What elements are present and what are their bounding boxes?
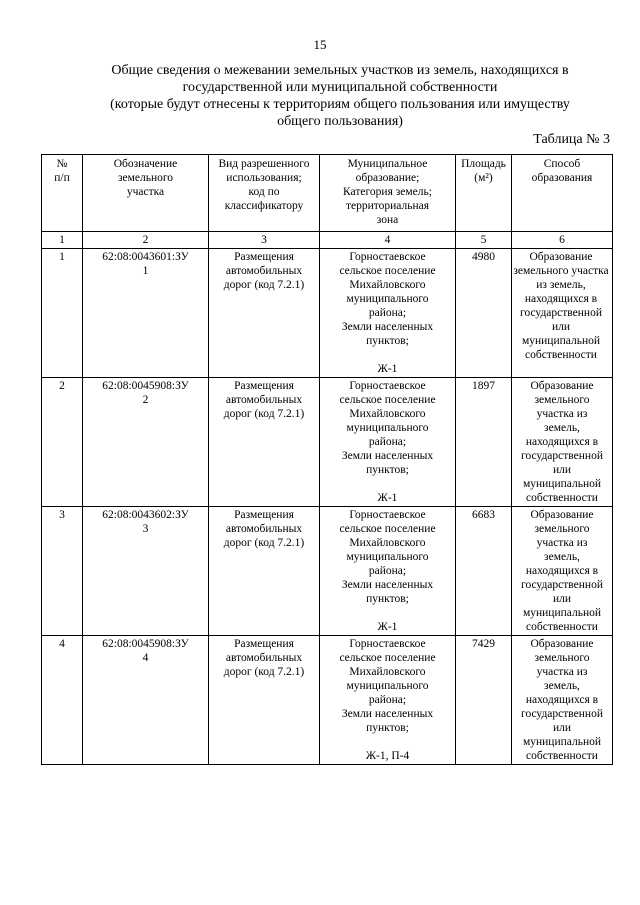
header-text: Муниципальное xyxy=(347,158,428,170)
method-text: Образование xyxy=(529,251,593,263)
plot-designation xyxy=(83,378,209,507)
method-text: собственности xyxy=(525,349,597,361)
method-text: участка из xyxy=(536,537,588,549)
method-text: Образование xyxy=(530,638,594,650)
use-text: автомобильных xyxy=(225,523,303,535)
formation-method xyxy=(512,507,613,636)
method-text: или xyxy=(552,593,572,605)
method-text: муниципальной xyxy=(522,736,602,748)
table-body xyxy=(42,249,613,765)
column-number: 4 xyxy=(320,232,456,249)
header-text: земельного xyxy=(117,172,174,184)
municipality-text: Михайловского xyxy=(349,408,426,420)
use-text: Размещения xyxy=(234,638,294,650)
use-text: дорог (код 7.2.1) xyxy=(223,408,305,420)
municipality-text: сельское поселение xyxy=(339,523,436,535)
municipality-cell xyxy=(320,636,456,765)
use-text: дорог (код 7.2.1) xyxy=(223,537,305,549)
municipality-text: пунктов; xyxy=(366,464,409,476)
method-text: находящихся в xyxy=(525,694,599,706)
municipality-text: Михайловского xyxy=(349,666,426,678)
method-text: участка из xyxy=(536,408,588,420)
use-text: дорог (код 7.2.1) xyxy=(223,279,305,291)
row-number: 2 xyxy=(42,378,83,507)
plot-designation xyxy=(83,507,209,636)
column-number-row xyxy=(42,232,613,249)
municipality-text: муниципального xyxy=(346,680,429,692)
method-text: муниципальной xyxy=(522,607,602,619)
municipality-text: района; xyxy=(368,565,407,577)
plot-area: 1897 xyxy=(456,378,512,507)
use-text: Размещения xyxy=(234,509,294,521)
designation-text: 2 xyxy=(142,394,149,406)
municipality-text: сельское поселение xyxy=(339,394,436,406)
heading-line: Общие сведения о межевании земельных участков из земель, находящихся в xyxy=(111,63,569,78)
heading-line: (которые будут отнесены к территориям общего пользования или имуществу xyxy=(110,97,570,112)
municipality-text: пунктов; xyxy=(366,335,409,347)
header-text: территориальная xyxy=(345,200,430,212)
permitted-use xyxy=(209,249,320,378)
territorial-zone: Ж-1, П-4 xyxy=(365,750,410,762)
designation-text: 62:08:0043602:ЗУ xyxy=(102,509,189,521)
page-number: 15 xyxy=(313,37,327,52)
table-label: Таблица № 3 xyxy=(533,132,610,147)
municipality-text: Михайловского xyxy=(349,537,426,549)
municipality-text: Земли населенных xyxy=(341,321,434,333)
territorial-zone: Ж-1 xyxy=(377,621,398,633)
method-text: земель, xyxy=(544,551,580,563)
method-text: или xyxy=(551,321,571,333)
header-use xyxy=(209,155,320,232)
designation-text: 3 xyxy=(142,523,149,535)
method-text: находящихся в xyxy=(524,293,598,305)
document-heading xyxy=(70,62,610,130)
plot-designation xyxy=(83,636,209,765)
header-text: участка xyxy=(126,186,165,198)
method-text: земель, xyxy=(544,422,580,434)
municipality-cell xyxy=(320,249,456,378)
method-text: собственности xyxy=(526,621,598,633)
row-number: 3 xyxy=(42,507,83,636)
municipality-text: муниципального xyxy=(346,551,429,563)
header-text: использования; xyxy=(226,172,302,184)
table-row xyxy=(42,507,613,636)
header-text: № xyxy=(56,158,68,170)
method-text: собственности xyxy=(526,492,598,504)
municipality-cell xyxy=(320,507,456,636)
plot-area: 6683 xyxy=(456,507,512,636)
designation-text: 4 xyxy=(142,652,149,664)
municipality-text: района; xyxy=(368,694,407,706)
method-text: государственной xyxy=(521,450,603,462)
header-text: классификатору xyxy=(224,200,304,212)
use-text: Размещения xyxy=(234,251,294,263)
header-text: Категория земель; xyxy=(343,186,432,198)
municipality-cell xyxy=(320,378,456,507)
header-text: код по xyxy=(248,186,280,198)
territorial-zone: Ж-1 xyxy=(377,363,398,375)
method-text: или xyxy=(552,722,572,734)
permitted-use xyxy=(209,378,320,507)
method-text: государственной xyxy=(521,708,603,720)
designation-text: 62:08:0043601:ЗУ xyxy=(102,251,189,263)
formation-method xyxy=(512,249,613,378)
municipality-text: Горностаевское xyxy=(349,380,426,392)
use-text: автомобильных xyxy=(225,652,303,664)
header-method xyxy=(512,155,613,232)
header-area xyxy=(456,155,512,232)
header-designation xyxy=(83,155,209,232)
municipality-text: пунктов; xyxy=(366,722,409,734)
municipality-text: сельское поселение xyxy=(339,265,436,277)
method-text: из земель, xyxy=(536,279,586,291)
column-number: 6 xyxy=(512,232,613,249)
method-text: государственной xyxy=(520,307,602,319)
table-row xyxy=(42,249,613,378)
row-number: 4 xyxy=(42,636,83,765)
column-number: 2 xyxy=(83,232,209,249)
header-text: Способ xyxy=(543,158,581,170)
method-text: муниципальной xyxy=(522,478,602,490)
table-header-row xyxy=(42,155,613,232)
method-text: земель, xyxy=(544,680,580,692)
method-text: земельного участка xyxy=(513,265,609,277)
row-number: 1 xyxy=(42,249,83,378)
method-text: собственности xyxy=(526,750,598,762)
municipality-text: муниципального xyxy=(346,422,429,434)
use-text: автомобильных xyxy=(225,394,303,406)
municipality-text: Горностаевское xyxy=(349,638,426,650)
territorial-zone: Ж-1 xyxy=(377,492,398,504)
municipality-text: сельское поселение xyxy=(339,652,436,664)
municipality-text: Земли населенных xyxy=(341,450,434,462)
method-text: находящихся в xyxy=(525,565,599,577)
use-text: Размещения xyxy=(234,380,294,392)
municipality-text: Михайловского xyxy=(349,279,426,291)
header-text: Обозначение xyxy=(113,158,178,170)
header-no xyxy=(42,155,83,232)
land-plots-table xyxy=(41,154,613,765)
municipality-text: Горностаевское xyxy=(349,251,426,263)
method-text: земельного xyxy=(534,394,590,406)
plot-area: 4980 xyxy=(456,249,512,378)
formation-method xyxy=(512,636,613,765)
method-text: находящихся в xyxy=(525,436,599,448)
method-text: государственной xyxy=(521,579,603,591)
header-text: образования xyxy=(531,172,593,184)
header-text: зона xyxy=(376,214,399,226)
column-number: 1 xyxy=(42,232,83,249)
designation-text: 62:08:0045908:ЗУ xyxy=(102,380,189,392)
column-number: 5 xyxy=(456,232,512,249)
table-row xyxy=(42,636,613,765)
designation-text: 62:08:0045908:ЗУ xyxy=(102,638,189,650)
municipality-text: района; xyxy=(368,307,407,319)
method-text: участка из xyxy=(536,666,588,678)
municipality-text: района; xyxy=(368,436,407,448)
method-text: или xyxy=(552,464,572,476)
municipality-text: муниципального xyxy=(346,293,429,305)
permitted-use xyxy=(209,636,320,765)
municipality-text: Земли населенных xyxy=(341,708,434,720)
use-text: автомобильных xyxy=(225,265,303,277)
method-text: Образование xyxy=(530,380,594,392)
plot-designation xyxy=(83,249,209,378)
method-text: Образование xyxy=(530,509,594,521)
designation-text: 1 xyxy=(142,265,149,277)
plot-area: 7429 xyxy=(456,636,512,765)
table-row xyxy=(42,378,613,507)
heading-line: общего пользования) xyxy=(277,114,403,129)
header-text: образование; xyxy=(355,172,420,184)
header-text: (м²) xyxy=(474,172,493,184)
municipality-text: Горностаевское xyxy=(349,509,426,521)
method-text: муниципальной xyxy=(521,335,601,347)
header-text: Площадь xyxy=(461,158,506,170)
header-municipality xyxy=(320,155,456,232)
header-text: Вид разрешенного xyxy=(218,158,310,170)
column-number: 3 xyxy=(209,232,320,249)
formation-method xyxy=(512,378,613,507)
municipality-text: Земли населенных xyxy=(341,579,434,591)
method-text: земельного xyxy=(534,523,590,535)
municipality-text: пунктов; xyxy=(366,593,409,605)
permitted-use xyxy=(209,507,320,636)
header-text: п/п xyxy=(54,172,70,184)
method-text: земельного xyxy=(534,652,590,664)
use-text: дорог (код 7.2.1) xyxy=(223,666,305,678)
heading-line: государственной или муниципальной собственности xyxy=(182,80,498,95)
